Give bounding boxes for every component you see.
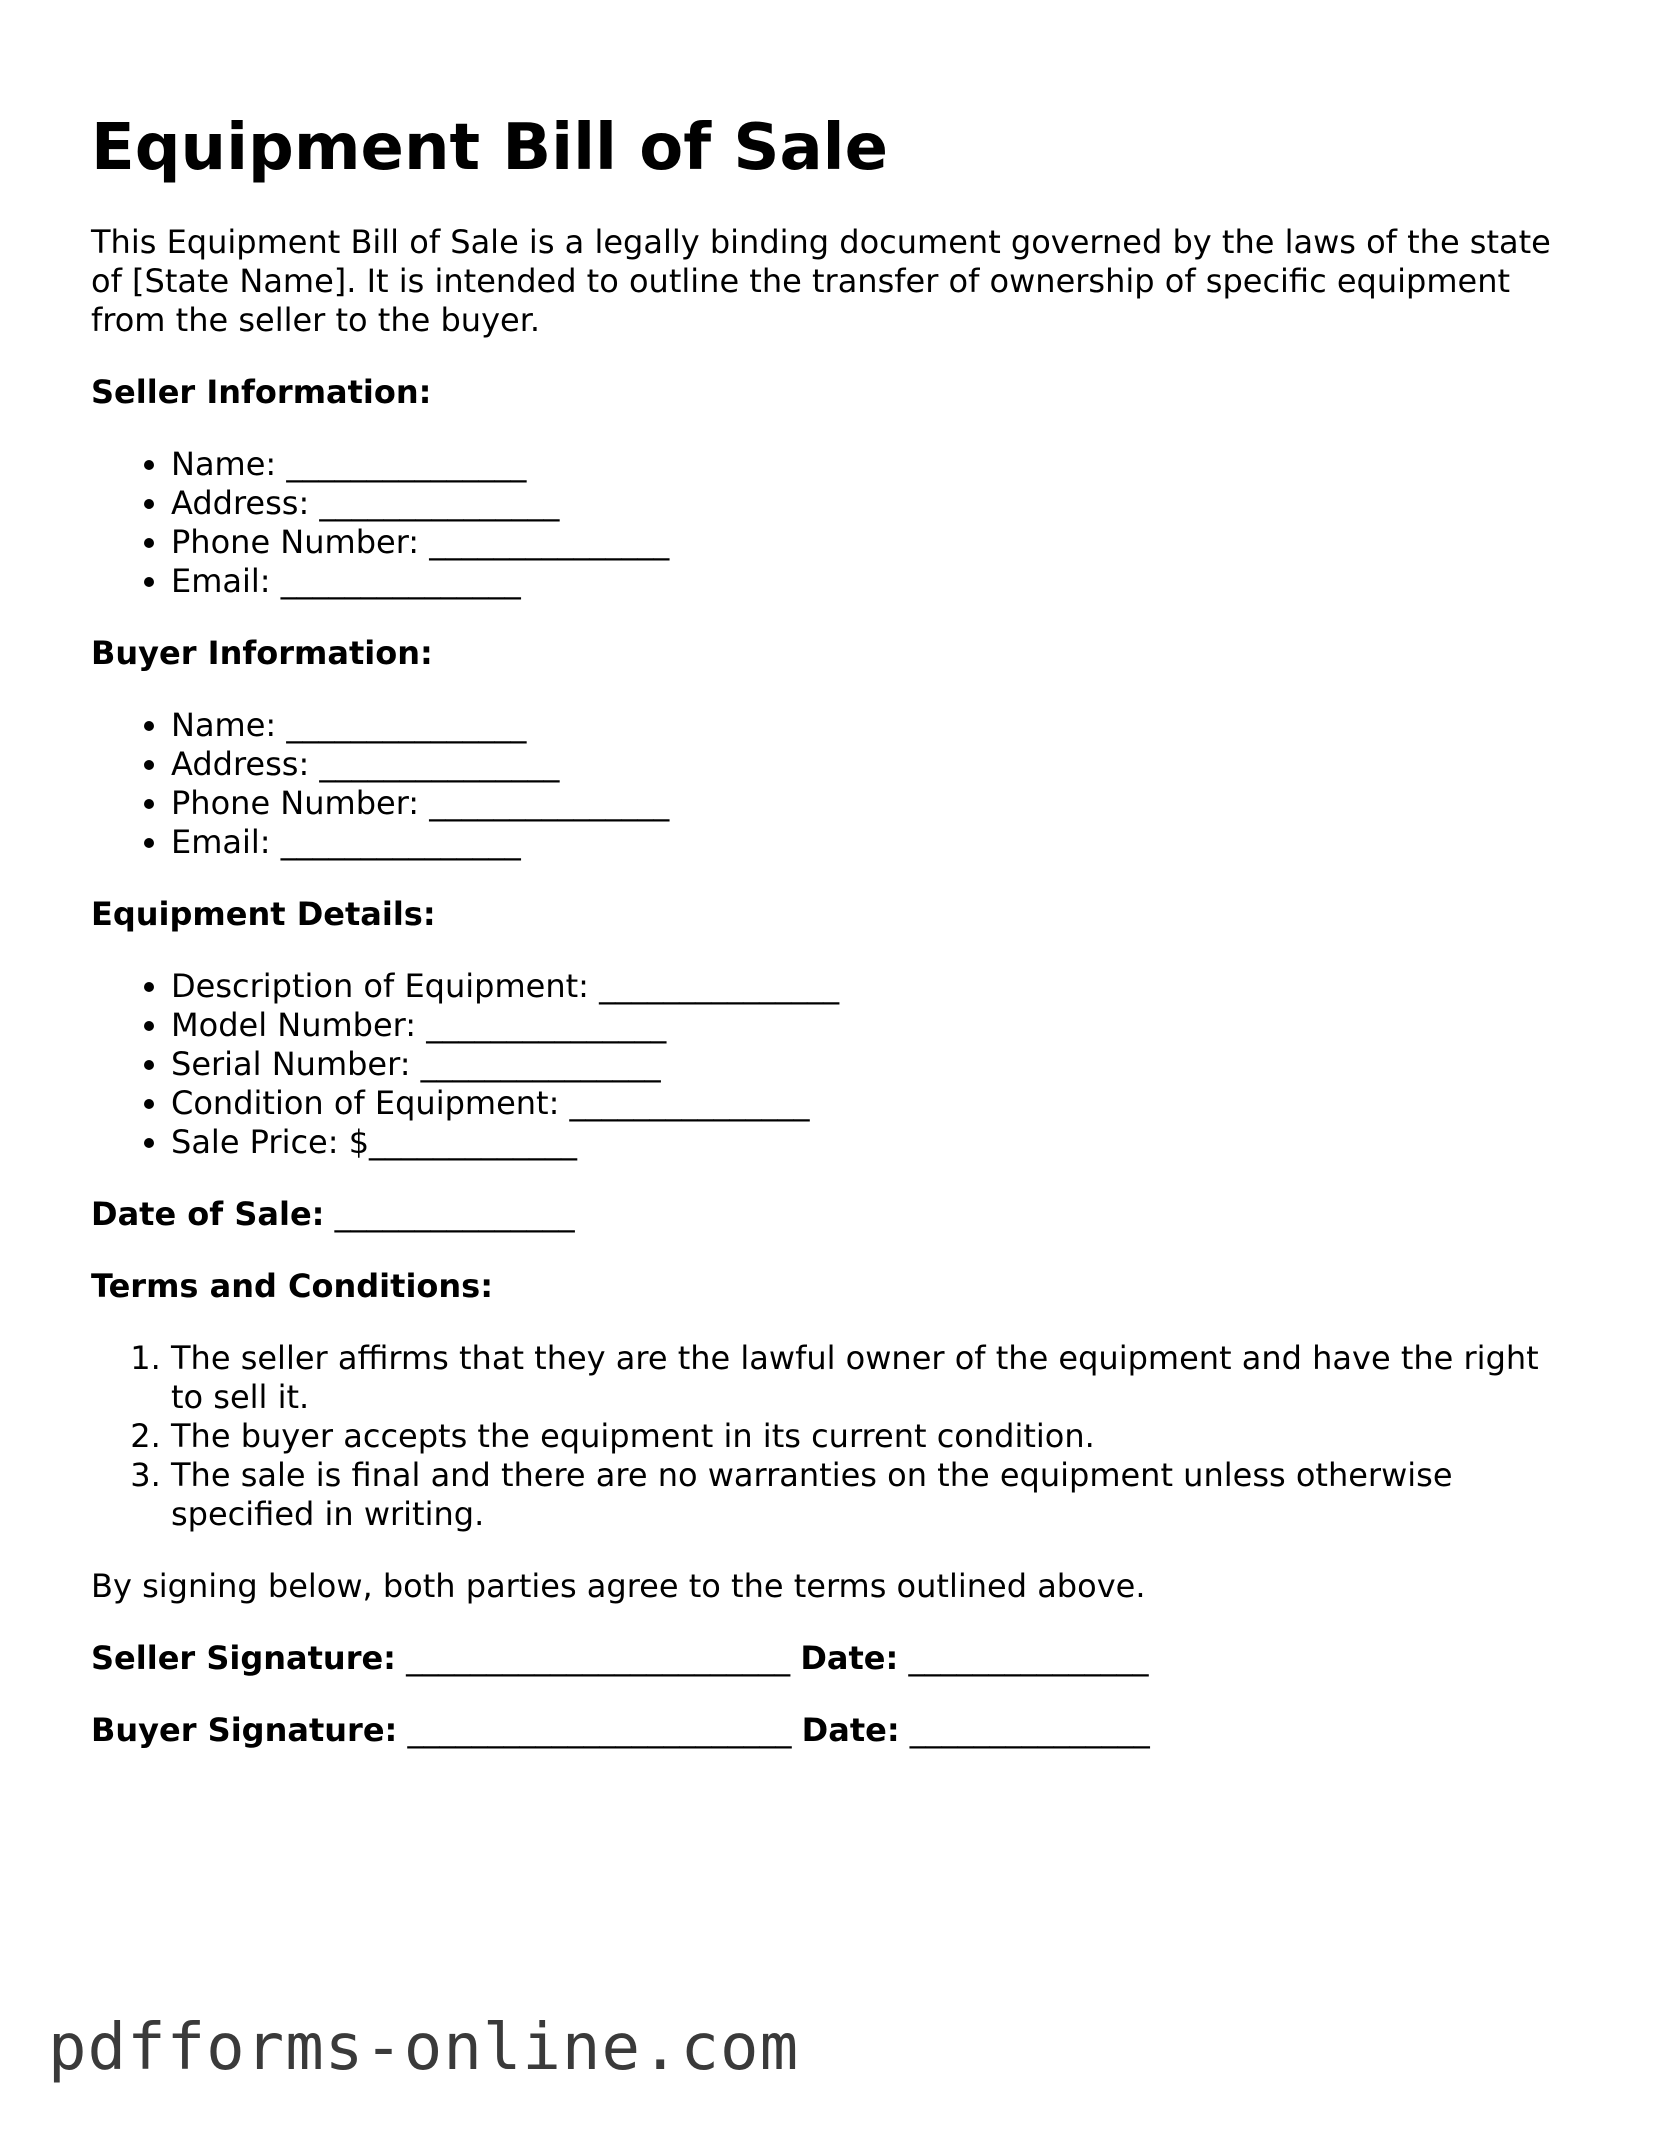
- seller-heading: Seller Information:: [91, 372, 432, 411]
- terms-item-2: 2. The buyer accepts the equipment in its current condition.: [171, 1417, 1571, 1456]
- buyer-fields-list: [91, 706, 1571, 862]
- buyer-signature-line: [91, 1711, 1571, 1750]
- terms-item-1: 1. The seller affirms that they are the lawful owner of the equipment and have the right to sell it.: [171, 1339, 1571, 1417]
- equipment-serial-field: • Serial Number: _______________: [171, 1045, 1571, 1084]
- document-title: Equipment Bill of Sale: [91, 111, 888, 185]
- terms-list: [91, 1339, 1571, 1534]
- seller-name-field: • Name: _______________: [171, 445, 1571, 484]
- date-of-sale-blank: _______________: [334, 1194, 575, 1233]
- seller-signature-label: Seller Signature:: [91, 1638, 396, 1677]
- equipment-price-field: • Sale Price: $_____________: [171, 1123, 1571, 1162]
- document-page: [91, 110, 1571, 1783]
- seller-signature-blank: ________________________: [406, 1638, 791, 1677]
- equipment-condition-field: • Condition of Equipment: _______________: [171, 1084, 1571, 1123]
- date-of-sale-label: Date of Sale:: [91, 1194, 325, 1233]
- seller-date-blank: _______________: [908, 1638, 1149, 1677]
- site-watermark: pdfforms-online.com: [48, 2011, 800, 2085]
- buyer-name-field: • Name: _______________: [171, 706, 1571, 745]
- seller-email-field: • Email: _______________: [171, 562, 1571, 601]
- seller-signature-line: [91, 1639, 1571, 1678]
- equipment-fields-list: [91, 967, 1571, 1162]
- equipment-model-field: • Model Number: _______________: [171, 1006, 1571, 1045]
- buyer-email-field: • Email: _______________: [171, 823, 1571, 862]
- seller-date-label: Date:: [800, 1638, 899, 1677]
- buyer-phone-field: • Phone Number: _______________: [171, 784, 1571, 823]
- buyer-signature-label: Buyer Signature:: [91, 1710, 398, 1749]
- seller-address-field: • Address: _______________: [171, 484, 1571, 523]
- terms-item-3: 3. The sale is final and there are no warranties on the equipment unless otherwise specified in writing.: [171, 1456, 1571, 1534]
- buyer-date-label: Date:: [801, 1710, 900, 1749]
- seller-phone-field: • Phone Number: _______________: [171, 523, 1571, 562]
- agreement-statement: By signing below, both parties agree to the terms outlined above.: [91, 1566, 1146, 1605]
- intro-paragraph: This Equipment Bill of Sale is a legally binding document governed by the laws of the state of [State Name]. It is intended to outline the transfer of ownership of specific equipment from the seller to the buyer.: [91, 222, 1551, 339]
- buyer-address-field: • Address: _______________: [171, 745, 1571, 784]
- equipment-heading: Equipment Details:: [91, 894, 436, 933]
- equipment-description-field: • Description of Equipment: _______________: [171, 967, 1571, 1006]
- buyer-signature-blank: ________________________: [407, 1710, 792, 1749]
- date-of-sale-line: [91, 1195, 1571, 1234]
- terms-heading: Terms and Conditions:: [91, 1266, 494, 1305]
- seller-fields-list: [91, 445, 1571, 601]
- buyer-date-blank: _______________: [909, 1710, 1150, 1749]
- buyer-heading: Buyer Information:: [91, 633, 433, 672]
